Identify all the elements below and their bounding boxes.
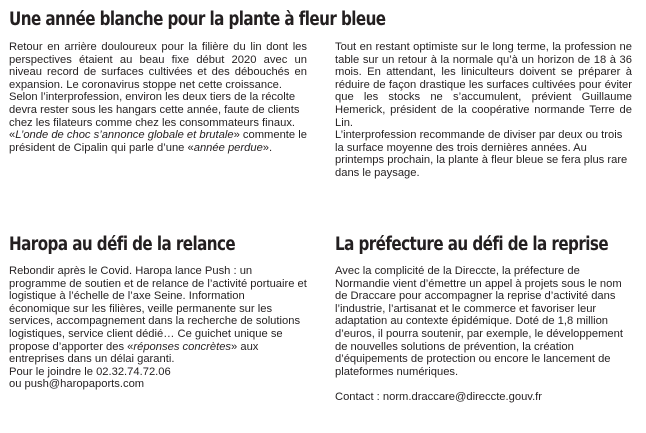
spacer [335, 378, 632, 391]
article-lin-col2 [335, 41, 632, 180]
article-prefecture [335, 265, 632, 404]
article-lin-col1 [9, 41, 307, 154]
paragraph: L’interprofession recommande de diviser par deux ou trois la surface moyenne des trois dernières années. Au printemps prochain, la plante à fleur bleue se fera plus rare dans le paysage. [335, 129, 628, 179]
contact-line: Contact : norm.draccare@direccte.gouv.fr [335, 390, 543, 403]
phone-line: Pour le joindre le 02.32.74.72.06 [9, 365, 171, 378]
paragraph: Avec la complicité de la Direccte, la préfecture de Normandie vient d’émettre un appel à projets sous le nom de Draccare pour accompagner la reprise d’activité dans l’industrie, l’artisanat et le commerce et favoriser leur adaptation au contexte épidémique. Doté de 1,8 million d’euros, il pourra soutenir, par exemple, le développement de nouvelles solutions de prévention, la création d’équipements de protection ou encore le lancement de plateformes numériques. [335, 265, 623, 378]
paragraph: Selon l’interprofession, environ les deux tiers de la récolte devra rester sous les hangars cette année, faute de clients chez les filateurs comme chez les consommateurs finaux. «L’onde de choc s’annonce globale et brutale» commente le président de Cipalin qui parle d’une «année perdue». [9, 91, 307, 154]
article-haropa [9, 265, 307, 391]
heading-lin: Une année blanche pour la plante à fleur bleue [9, 9, 386, 30]
paragraph: Tout en restant optimiste sur le long terme, la profession ne table sur un retour à la normale qu’à un horizon de 18 à 36 mois. En attendant, les liniculteurs doivent se préparer à réduire de façon drastique les surfaces cultivées pour éviter que les stocks ne s’accumulent, prévient Guillaume Hemerick, président de la coopérative normande Terre de Lin. [335, 41, 632, 129]
heading-haropa: Haropa au défi de la relance [9, 234, 236, 255]
heading-prefecture: La préfecture au défi de la reprise [335, 234, 609, 255]
email-line: ou push@haropaports.com [9, 378, 145, 391]
paragraph: Rebondir après le Covid. Haropa lance Push : un programme de soutien et de relance de l’activité portuaire et logistique à l’échelle de l’axe Seine. Information économique sur les filières, veille permanente sur les services, accompagnement dans la recherche de solutions logistiques, service client dédié… Ce guichet unique se propose d’apporter des «réponses concrètes» aux entreprises dans un délai garanti. [9, 265, 307, 366]
paragraph: Retour en arrière douloureux pour la filière du lin dont les perspectives étaient au beau fixe début 2020 avec un niveau record de surfaces cultivées et des débouchés en expansion. Le coronavirus stoppe net cette croissance. [9, 41, 307, 91]
